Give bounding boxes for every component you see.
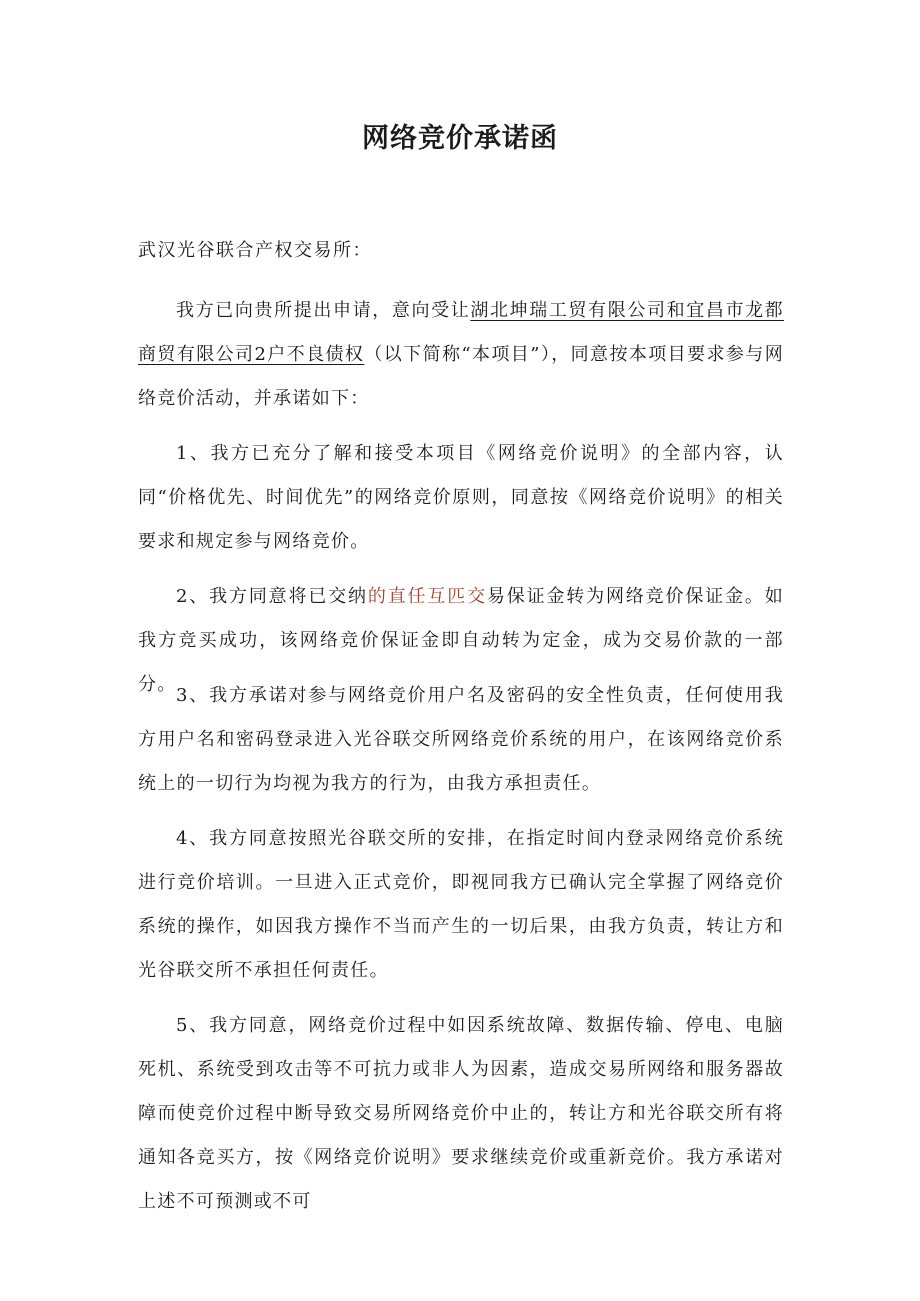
intro-project-name: 湖北坤瑞工贸有限公司和宜昌市龙都商贸有限公司2户不良债权 <box>138 300 784 365</box>
intro-text-before: 我方已向贵所提出申请，意向受让 <box>176 300 471 321</box>
intro-text-after: （以下简称“本项目”），同意按本项目要求参与网络竞价活动，并承诺如下： <box>138 344 784 409</box>
commitment-item-3: 3、我方承诺对参与网络竞价用户名及密码的安全性负责，任何使用我方用户名和密码登录进入光谷联交所网络竞价系统的用户，在该网络竞价系统上的一切行为均视为我方的行为，由我方承担责任。 <box>138 685 784 794</box>
item2-highlight: 的直任互匹交 <box>367 586 487 607</box>
item2-text-before: 2、我方同意将已交纳 <box>176 586 368 607</box>
item2-text-after: 易保证金转为网络竞价保证金。如我方竞买成功，该网络竞价保证金即自动转为定金，成为交易价款的一部分。 <box>138 586 784 695</box>
intro-paragraph <box>138 289 784 421</box>
commitment-item-1: 1、我方已充分了解和接受本项目《网络竞价说明》的全部内容，认同“价格优先、时间优先”的网络竞价原则，同意按《网络竞价说明》的相关要求和规定参与网络竞价。 <box>138 443 784 552</box>
commitment-item-4: 4、我方同意按照光谷联交所的安排，在指定时间内登录网络竞价系统进行竞价培训。一旦进入正式竞价，即视同我方已确认完全掌握了网络竞价系统的操作，如因我方操作不当而产生的一切后果，由我方负责，转让方和光谷联交所不承担任何责任。 <box>138 828 784 981</box>
salutation: 武汉光谷联合产权交易所： <box>138 240 372 261</box>
document-title: 网络竞价承诺函 <box>362 123 558 154</box>
commitment-item-5: 5、我方同意，网络竞价过程中如因系统故障、数据传输、停电、电脑死机、系统受到攻击等不可抗力或非人为因素，造成交易所网络和服务器故障而使竞价过程中断导致交易所网络竞价中止的，转让方和光谷联交所有将通知各竞买方，按《网络竞价说明》要求继续竞价或重新竞价。我方承诺对上述不可预测或不可 <box>138 1015 784 1212</box>
